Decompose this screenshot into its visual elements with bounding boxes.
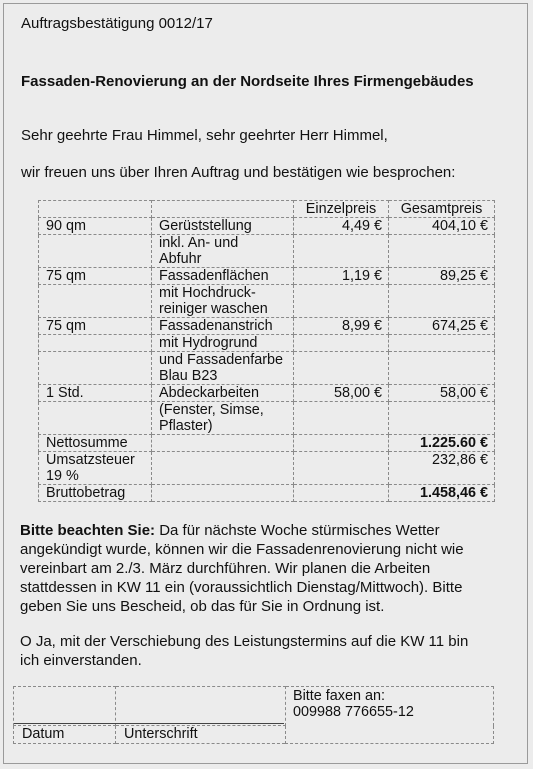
item-desc: mit Hochdruck- reiniger waschen (152, 285, 294, 318)
subject-line: Fassaden-Renovierung an der Nordseite Ihres Firmengebäudes (21, 73, 474, 90)
item-total: 404,10 € (389, 218, 495, 235)
item-unit-price: 58,00 € (294, 385, 389, 402)
table-header-row (39, 201, 495, 218)
date-label: Datum (14, 726, 116, 744)
net-sum-label: Nettosumme (39, 435, 152, 452)
signature-fax-table (13, 686, 494, 744)
item-desc: mit Hydrogrund (152, 335, 294, 352)
item-unit-price: 1,19 € (294, 268, 389, 285)
net-sum-value: 1.225.60 € (389, 435, 495, 452)
table-row (39, 318, 495, 335)
gross-row (39, 485, 495, 502)
item-qty: 75 qm (39, 318, 152, 335)
item-qty: 75 qm (39, 268, 152, 285)
table-row (39, 218, 495, 235)
fax-label: Bitte faxen an: (293, 688, 386, 704)
net-sum-row (39, 435, 495, 452)
item-qty: 1 Std. (39, 385, 152, 402)
item-desc: Abdeckarbeiten (152, 385, 294, 402)
unit-price-header: Einzelpreis (294, 201, 389, 218)
item-desc: Gerüststellung (152, 218, 294, 235)
item-total: 674,25 € (389, 318, 495, 335)
item-total: 58,00 € (389, 385, 495, 402)
item-desc: (Fenster, Simse, Pflaster) (152, 402, 294, 435)
fax-info (286, 687, 494, 744)
confirmation-paragraph: O Ja, mit der Verschiebung des Leistungstermins auf die KW 11 bin ich einverstanden. (20, 633, 469, 669)
vat-value: 232,86 € (389, 452, 495, 485)
vat-row (39, 452, 495, 485)
table-row (39, 285, 495, 318)
item-qty: 90 qm (39, 218, 152, 235)
gross-value: 1.458,46 € (389, 485, 495, 502)
item-desc: Fassadenflächen (152, 268, 294, 285)
order-reference: Auftragsbestätigung 0012/17 (21, 15, 213, 32)
item-desc: und Fassadenfarbe Blau B23 (152, 352, 294, 385)
table-row (39, 235, 495, 268)
vat-label: Umsatzsteuer 19 % (39, 452, 152, 485)
item-unit-price: 4,49 € (294, 218, 389, 235)
item-desc: inkl. An- und Abfuhr (152, 235, 294, 268)
item-desc: Fassadenanstrich (152, 318, 294, 335)
notice-paragraph: Bitte beachten Sie: Da für nächste Woche stürmisches Wetter angekündigt wurde, können wir die Fassadenrenovierung nicht wie vereinbart am 2./3. März durchführen. Wir planen die Arbeiten stattdessen in KW 11 ein (voraussichtlich Dienstag/Mittwoch). Bitte geben Sie uns Bescheid, ob das für Sie in Ordnung ist. (20, 522, 464, 615)
order-items-table (38, 200, 495, 502)
table-row (39, 402, 495, 435)
total-price-header: Gesamtpreis (389, 201, 495, 218)
signature-line (14, 723, 284, 724)
date-field[interactable] (14, 687, 116, 726)
confirmation-checkbox-text[interactable]: O Ja, mit der Verschiebung des Leistungstermins auf die KW 11 bin (20, 633, 469, 650)
fax-number: 009988 776655-12 (293, 704, 414, 720)
intro-text: wir freuen uns über Ihren Auftrag und bestätigen wie besprochen: (21, 164, 456, 181)
notice-lead: Bitte beachten Sie: (20, 522, 156, 539)
table-row (39, 385, 495, 402)
item-unit-price: 8,99 € (294, 318, 389, 335)
table-row (39, 335, 495, 352)
table-row (39, 352, 495, 385)
table-row (39, 268, 495, 285)
item-total: 89,25 € (389, 268, 495, 285)
signature-label: Unterschrift (116, 726, 286, 744)
salutation: Sehr geehrte Frau Himmel, sehr geehrter Herr Himmel, (21, 127, 388, 144)
gross-label: Bruttobetrag (39, 485, 152, 502)
signature-field[interactable] (116, 687, 286, 726)
